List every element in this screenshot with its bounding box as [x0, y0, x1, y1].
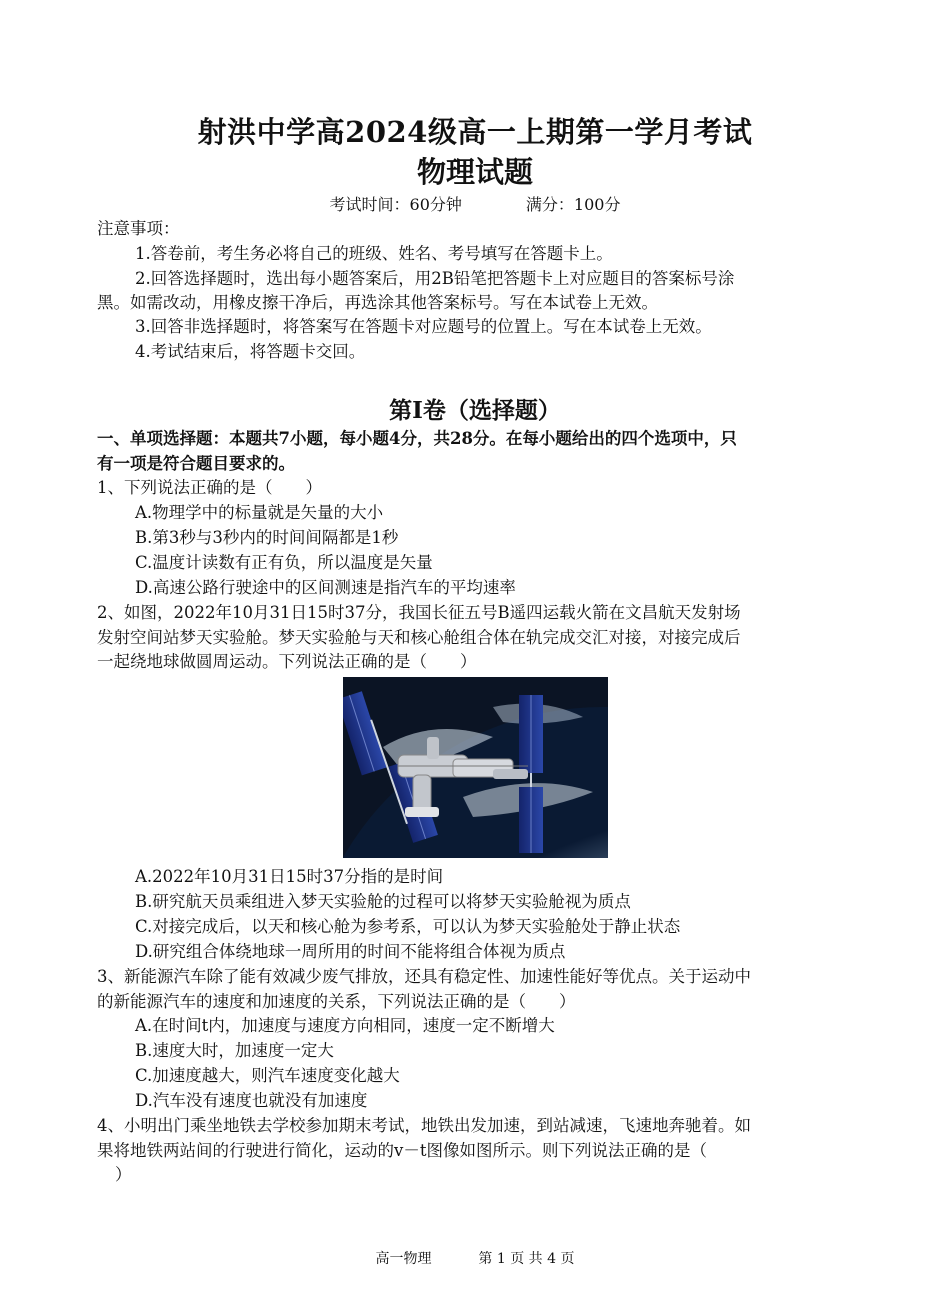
exam-title: 射洪中学高2024级高一上期第一学月考试 — [197, 115, 753, 149]
note-4: 4.考试结束后，将答题卡交回。 — [135, 342, 366, 361]
exam-subtitle: 物理试题 — [416, 155, 533, 189]
notes-heading: 注意事项： — [97, 219, 180, 238]
q2-option-c: C.对接完成后，以天和核心舱为参考系，可以认为梦天实验舱处于静止状态 — [135, 917, 681, 936]
q3-option-a: A.在时间t内，加速度与速度方向相同，速度一定不断增大 — [135, 1016, 555, 1035]
q2-stem-2: 发射空间站梦天实验舱。梦天实验舱与天和核心舱组合体在轨完成交汇对接，对接完成后 — [97, 628, 741, 647]
q3-stem-2: 的新能源汽车的速度和加速度的关系，下列说法正确的是（ ） — [97, 992, 576, 1011]
q1-option-d: D.高速公路行驶途中的区间测速是指汽车的平均速率 — [135, 578, 516, 597]
q1-option-c: C.温度计读数有正有负，所以温度是矢量 — [135, 553, 433, 572]
page-footer — [0, 1248, 950, 1268]
exam-meta — [0, 192, 950, 215]
space-station-figure — [343, 677, 608, 858]
q3-option-b: B.速度大时，加速度一定大 — [135, 1041, 334, 1060]
section-instruction-b: 有一项是符合题目要求的。 — [97, 454, 295, 473]
q1-option-a: A.物理学中的标量就是矢量的大小 — [135, 503, 384, 522]
footer-page-number: 第 1 页 共 4 页 — [478, 1251, 575, 1267]
exam-score: 满分：100分 — [525, 195, 621, 214]
note-1: 1.答卷前，考生务必将自己的班级、姓名、考号填写在答题卡上。 — [135, 244, 613, 263]
exam-time: 考试时间：60分钟 — [329, 195, 462, 214]
section-title: 第I卷（选择题） — [389, 397, 561, 424]
note-2a: 2.回答选择题时，选出每小题答案后，用2B铅笔把答题卡上对应题目的答案标号涂 — [135, 269, 735, 288]
q1-stem: 1、下列说法正确的是（ ） — [97, 478, 322, 497]
note-3: 3.回答非选择题时，将答案写在答题卡对应题号的位置上。写在本试卷上无效。 — [135, 317, 712, 336]
section-instruction-a: 一、单项选择题：本题共7小题，每小题4分，共28分。在每小题给出的四个选项中，只 — [97, 429, 737, 448]
q4-stem-2: 果将地铁两站间的行驶进行简化，运动的v－t图像如图所示。则下列说法正确的是（ — [97, 1141, 707, 1160]
q2-stem-1: 2、如图，2022年10月31日15时37分，我国长征五号B遥四运载火箭在文昌航天发射场 — [97, 603, 741, 622]
q4-stem-3: ） — [115, 1165, 132, 1184]
q2-option-b: B.研究航天员乘组进入梦天实验舱的过程可以将梦天实验舱视为质点 — [135, 892, 631, 911]
q1-option-b: B.第3秒与3秒内的时间间隔都是1秒 — [135, 528, 399, 547]
note-2b: 黑。如需改动，用橡皮擦干净后，再选涂其他答案标号。写在本试卷上无效。 — [97, 293, 658, 312]
q3-option-d: D.汽车没有速度也就没有加速度 — [135, 1091, 368, 1110]
q3-option-c: C.加速度越大，则汽车速度变化越大 — [135, 1066, 400, 1085]
q2-option-d: D.研究组合体绕地球一周所用的时间不能将组合体视为质点 — [135, 942, 566, 961]
q3-stem-1: 3、新能源汽车除了能有效减少废气排放，还具有稳定性、加速性能好等优点。关于运动中 — [97, 967, 751, 986]
footer-subject: 高一物理 — [375, 1251, 432, 1267]
q4-stem-1: 4、小明出门乘坐地铁去学校参加期末考试，地铁出发加速，到站减速，飞速地奔驰着。如 — [97, 1116, 751, 1135]
q2-option-a: A.2022年10月31日15时37分指的是时间 — [135, 867, 444, 886]
q2-stem-3: 一起绕地球做圆周运动。下列说法正确的是（ ） — [97, 652, 477, 671]
